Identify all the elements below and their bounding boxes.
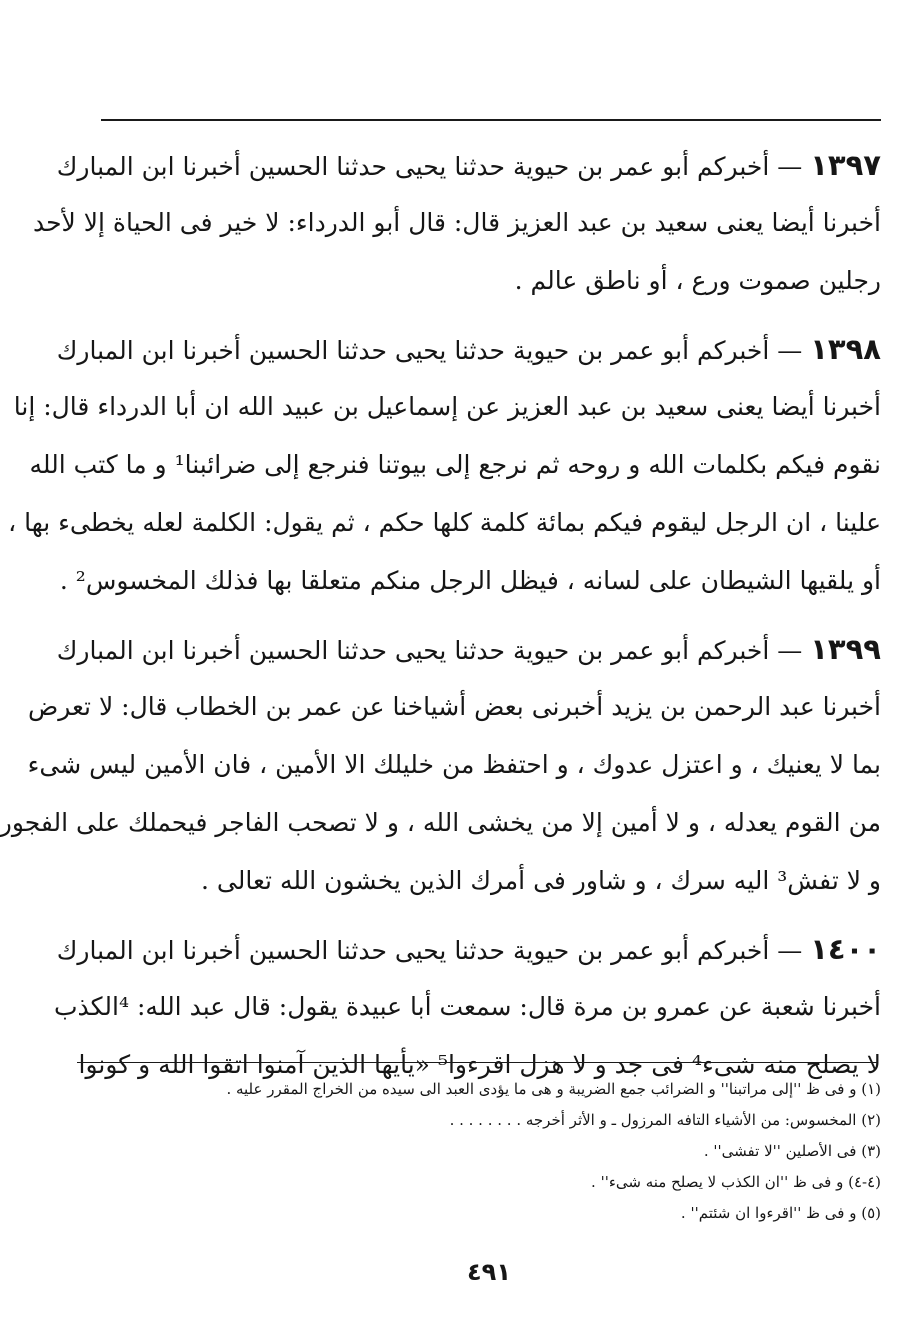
text-line: ١٣٩٨ — أخبركم أبو عمر بن حيوية حدثنا يحيى حدثنا الحسين أخبرنا ابن المبارك (56, 332, 881, 366)
text-line: أخبرنا أيضا يعنى سعيد بن عبد العزيز عن إسماعيل بن عبيد الله ان أبا الدرداء قال: إنا (13, 392, 881, 421)
entry-number: ١٣٩٧ (810, 148, 881, 182)
text-line: ١٤٠٠ — أخبركم أبو عمر بن حيوية حدثنا يحيى حدثنا الحسين أخبرنا ابن المبارك (56, 932, 881, 966)
entry-1397 (32, 136, 881, 310)
text-line: بما لا يعنيك ، و اعتزل عدوك ، و احتفظ من خليلك الا الأمين ، فان الأمين ليس شىء (27, 750, 881, 779)
footnotes (101, 1074, 881, 1229)
footnote-rule (77, 1062, 877, 1063)
entry-number: ١٤٠٠ (810, 932, 881, 966)
entry-1399 (0, 620, 881, 910)
text-line: علينا ، ان الرجل ليقوم فيكم بمائة كلمة كلها حكم ، ثم يقول: الكلمة لعله يخطىء بها ، (8, 508, 881, 537)
text-line: لا يصلح منه شىء⁴ فى جد و لا هزل اقرءوا⁵ «يأيها الذين آمنوا اتقوا الله و كونوا (78, 1050, 881, 1079)
top-rule (101, 119, 881, 121)
footnote: (١) و فى ظ ''إلى مراتبنا'' و الضرائب جمع الضريبة و هى ما يؤدى العبد الى سيده من الخراج المقرر عليه . (226, 1080, 881, 1098)
text-line: و لا تفش³ اليه سرك ، و شاور فى أمرك الذين يخشون الله تعالى . (201, 866, 881, 895)
text-line: أخبرنا أيضا يعنى سعيد بن عبد العزيز قال: قال أبو الدرداء: لا خير فى الحياة إلا لأحد (32, 208, 881, 237)
text-line: أخبرنا عبد الرحمن بن يزيد أخبرنى بعض أشياخنا عن عمر بن الخطاب قال: لا تعرض (27, 692, 881, 721)
text-line: ١٣٩٧ — أخبركم أبو عمر بن حيوية حدثنا يحيى حدثنا الحسين أخبرنا ابن المبارك (56, 148, 881, 182)
main-text (0, 136, 881, 1094)
entry-number: ١٣٩٩ (810, 632, 881, 666)
entry-number: ١٣٩٨ (810, 332, 881, 366)
page-number: ٤٩١ (467, 1258, 511, 1286)
footnote: (٢) المخسوس: من الأشياء التافه المرزول ـ و الأثر أخرجه . . . . . . . . (449, 1111, 881, 1129)
text-line: أو يلقيها الشيطان على لسانه ، فيظل الرجل منكم متعلقا بها فذلك المخسوس² . (59, 566, 881, 595)
text-line: نقوم فيكم بكلمات الله و روحه ثم نرجع إلى بيوتنا فنرجع إلى ضرائبنا¹ و ما كتب الله (29, 450, 881, 479)
entry-1400 (53, 920, 881, 1094)
entry-1398 (8, 320, 881, 610)
text-line: رجلين صموت ورع ، أو ناطق عالم . (514, 266, 881, 295)
text-line: من القوم يعدله ، و لا أمين إلا من يخشى الله ، و لا تصحب الفاجر فيحملك على الفجور (0, 808, 881, 837)
footnote: (٣) فى الأصلين ''لا تفشى'' . (703, 1142, 881, 1160)
text-line: أخبرنا شعبة عن عمرو بن مرة قال: سمعت أبا عبيدة يقول: قال عبد الله: ⁴الكذب (53, 992, 881, 1021)
text-line: ١٣٩٩ — أخبركم أبو عمر بن حيوية حدثنا يحيى حدثنا الحسين أخبرنا ابن المبارك (56, 632, 881, 666)
footnote: (٥) و فى ظ ''اقرءوا ان شئتم'' . (680, 1204, 881, 1222)
footnote: (٤-٤) و فى ظ ''ان الكذب لا يصلح منه شىء'' . (591, 1173, 881, 1191)
